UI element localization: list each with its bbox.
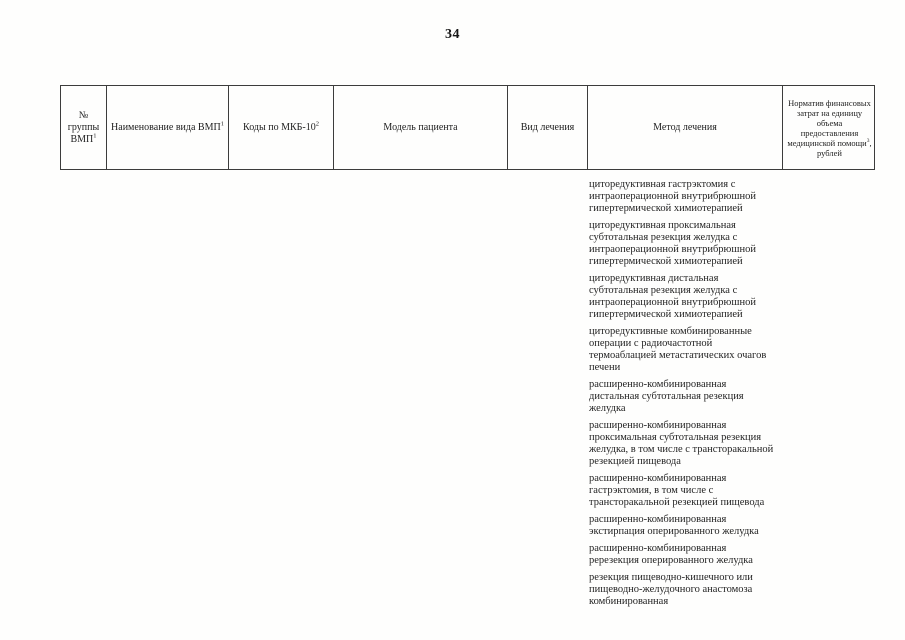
cell-vmp-name	[105, 170, 227, 613]
header-vmp-name	[106, 86, 228, 169]
header-treatment-method-label: Метод лечения	[653, 121, 717, 133]
method-item: расширенно-комбинированная проксимальная субтотальная резекция желудка, в том числе с трансторакальной резекцией пищевода	[589, 420, 774, 467]
header-cost-norm	[782, 86, 876, 169]
cell-patient-model	[332, 170, 506, 613]
header-patient-model-label: Модель пациента	[383, 121, 458, 133]
header-treatment-type	[507, 86, 587, 169]
method-item: циторедуктивная гастрэктомия с интраоперационной внутрибрюшной гипертермической химиотерапией	[589, 179, 756, 214]
method-item: резекция пищеводно-кишечного или пищеводно-желудочного анастомоза комбинированная	[589, 572, 753, 607]
method-item: расширенно-комбинированная экстирпация оперированного желудка	[589, 514, 759, 537]
header-group-number-footnote: 1	[93, 132, 97, 140]
cell-treatment-type	[506, 170, 586, 613]
method-item: расширенно-комбинированная ререзекция оперированного желудка	[589, 543, 753, 566]
table-header-row	[60, 85, 875, 170]
header-treatment-type-label: Вид лечения	[520, 121, 575, 133]
header-group-number	[61, 86, 106, 169]
header-icd-codes	[228, 86, 333, 169]
cell-icd-codes	[227, 170, 332, 613]
method-item: циторедуктивные комбинированные операции с радиочастотной термоаблацией метастатических очагов печени	[589, 326, 767, 373]
header-vmp-name-label: Наименование вида ВМП	[111, 121, 221, 133]
method-item: расширенно-комбинированная гастрэктомия, в том числе с трансторакальной резекцией пищевода	[589, 473, 765, 508]
vmp-table	[60, 85, 875, 613]
cell-treatment-methods	[586, 170, 781, 613]
header-vmp-name-footnote: 1	[220, 120, 224, 128]
page-number: 34	[445, 27, 460, 42]
cell-group-number	[60, 170, 105, 613]
method-item: циторедуктивная проксимальная субтотальная резекция желудка с интраоперационной внутрибрюшной гипертермической химиотерапией	[589, 220, 756, 267]
method-item: расширенно-комбинированная дистальная субтотальная резекция желудка	[589, 379, 744, 414]
method-list	[589, 179, 778, 608]
header-icd-codes-label: Коды по МКБ-10	[243, 121, 316, 133]
header-group-number-label: № группы ВМП	[67, 109, 100, 145]
header-cost-norm-label: Норматив финансовых затрат на единицу объема предоставления медицинской помощи	[787, 97, 871, 148]
header-patient-model	[333, 86, 507, 169]
table-body-row	[60, 170, 875, 613]
cell-cost-norm	[781, 170, 875, 613]
method-item: циторедуктивная дистальная субтотальная резекция желудка с интраоперационной внутрибрюшной гипертермической химиотерапией	[589, 273, 756, 320]
header-treatment-method	[587, 86, 782, 169]
header-cost-norm-footnote: 3	[866, 137, 870, 144]
header-cost-norm-suffix: , рублей	[817, 137, 872, 158]
header-icd-codes-footnote: 2	[315, 120, 319, 128]
